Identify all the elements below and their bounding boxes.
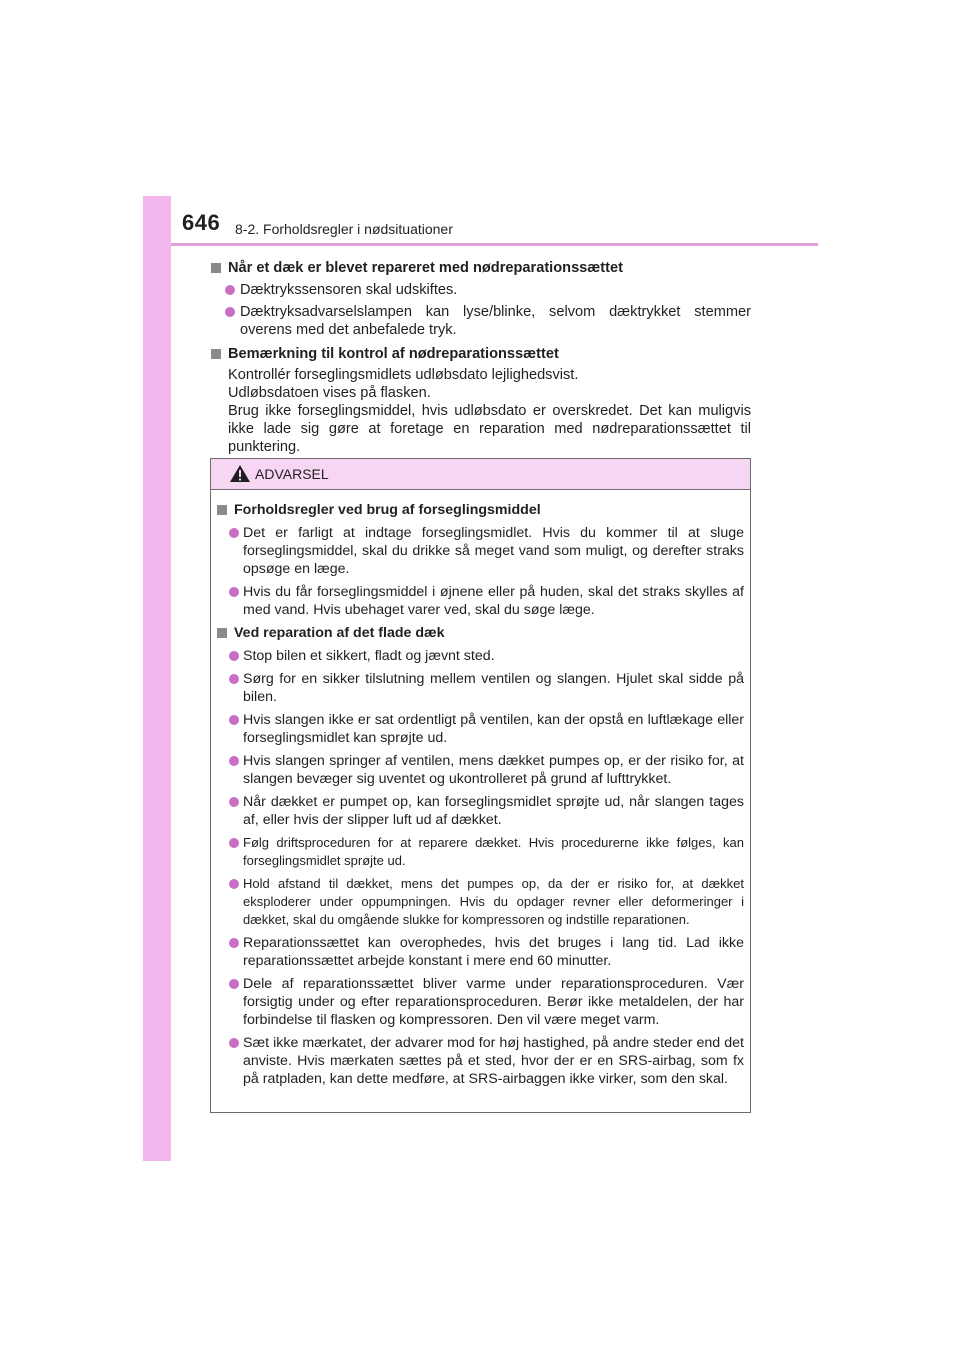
list-item: Dæktryksadvarselslampen kan lyse/blinke, selvom dæktrykket stemmer overens med det anbefalede tryk. (211, 303, 751, 339)
paragraph (211, 366, 751, 456)
main-content (211, 256, 751, 456)
list-item: Hold afstand til dækket, mens det pumpes op, da der er risiko for, at dækket eksploderer under oppumpningen. Hvis du opdager revner eller deformeringer i dækket, skal du omgående slukke for kompressoren og indstille reparationen. (217, 875, 744, 929)
circle-bullet-icon (229, 838, 239, 848)
circle-bullet-icon (229, 797, 239, 807)
warning-heading-repair: Ved reparation af det flade dæk (217, 624, 744, 642)
circle-bullet-icon (229, 879, 239, 889)
warning-box (210, 458, 751, 1113)
text-line: Kontrollér forseglingsmidlets udløbsdato lejlighedsvist. (228, 367, 579, 383)
header-rule (171, 243, 818, 246)
list-item: Dæktrykssensoren skal udskiftes. (211, 281, 751, 299)
circle-bullet-icon (225, 285, 235, 295)
square-bullet-icon (211, 349, 221, 359)
warning-body (211, 490, 750, 1088)
list-item: Dele af reparationssættet bliver varme under reparationsproceduren. Vær forsigtig under og efter reparationsproceduren. Berør ikke metaldelen, der har forbindelse til flasken og kompressoren. Den vil være meget varm. (217, 975, 744, 1029)
circle-bullet-icon (229, 587, 239, 597)
circle-bullet-icon (229, 674, 239, 684)
list-item: Reparationssættet kan overophedes, hvis det bruges i lang tid. Lad ikke reparationssættet arbejde konstant i mere end 60 minutter. (217, 934, 744, 970)
text-line: Brug ikke forseglingsmiddel, hvis udløbsdato er overskredet. Det kan muligvis ikke lade sig gøre at foretage en reparation med nødreparationssættet til punktering. (228, 403, 751, 455)
list-item: Det er farligt at indtage forseglingsmidlet. Hvis du kommer til at sluge forseglingsmiddel, skal du drikke så meget vand som muligt, og derefter straks opsøge en læge. (217, 524, 744, 578)
square-bullet-icon (217, 628, 227, 638)
text-line: Udløbsdatoen vises på flasken. (228, 385, 431, 401)
list-item: Hvis slangen springer af ventilen, mens dækket pumpes op, er der risiko for, at slangen bevæger sig uventet og ukontrolleret på grund af lufttrykket. (217, 752, 744, 788)
circle-bullet-icon (229, 756, 239, 766)
list-item: Sæt ikke mærkatet, der advarer mod for høj hastighed, på andre steder end det anviste. Hvis mærkaten sættes på et sted, hvor der er en SRS-airbag, som fx på ratpladen, kan dette medføre, at SRS-airbaggen ikke virker, som den skal. (217, 1034, 744, 1088)
section-heading-kit-check: Bemærkning til kontrol af nødreparationssættet (211, 345, 751, 363)
square-bullet-icon (217, 505, 227, 515)
warning-triangle-icon (229, 464, 251, 488)
square-bullet-icon (211, 263, 221, 273)
circle-bullet-icon (229, 651, 239, 661)
circle-bullet-icon (225, 307, 235, 317)
circle-bullet-icon (229, 715, 239, 725)
circle-bullet-icon (229, 1038, 239, 1048)
list-item: Hvis slangen ikke er sat ordentligt på ventilen, kan der opstå en luftlækage eller forseglingsmidlet kan sprøjte ud. (217, 711, 744, 747)
circle-bullet-icon (229, 528, 239, 538)
list-item: Når dækket er pumpet op, kan forseglingsmidlet sprøjte ud, når slangen tages af, eller hvis der slipper luft ud af dækket. (217, 793, 744, 829)
warning-heading-sealant: Forholdsregler ved brug af forseglingsmiddel (217, 501, 744, 519)
circle-bullet-icon (229, 938, 239, 948)
circle-bullet-icon (229, 979, 239, 989)
chapter-tab-bar (143, 196, 171, 1161)
warning-header (211, 459, 750, 490)
section-title: 8-2. Forholdsregler i nødsituationer (235, 221, 453, 237)
list-item: Stop bilen et sikkert, fladt og jævnt sted. (217, 647, 744, 665)
list-item: Følg driftsproceduren for at reparere dækket. Hvis procedurerne ikke følges, kan forseglingsmidlet sprøjte ud. (217, 834, 744, 870)
warning-label: ADVARSEL (255, 466, 329, 482)
section-heading-repaired-tire: Når et dæk er blevet repareret med nødreparationssættet (211, 259, 751, 277)
list-item: Hvis du får forseglingsmiddel i øjnene eller på huden, skal det straks skylles af med vand. Hvis ubehaget varer ved, skal du søge læge. (217, 583, 744, 619)
page-number: 646 (182, 210, 221, 235)
list-item: Sørg for en sikker tilslutning mellem ventilen og slangen. Hjulet skal sidde på bilen. (217, 670, 744, 706)
